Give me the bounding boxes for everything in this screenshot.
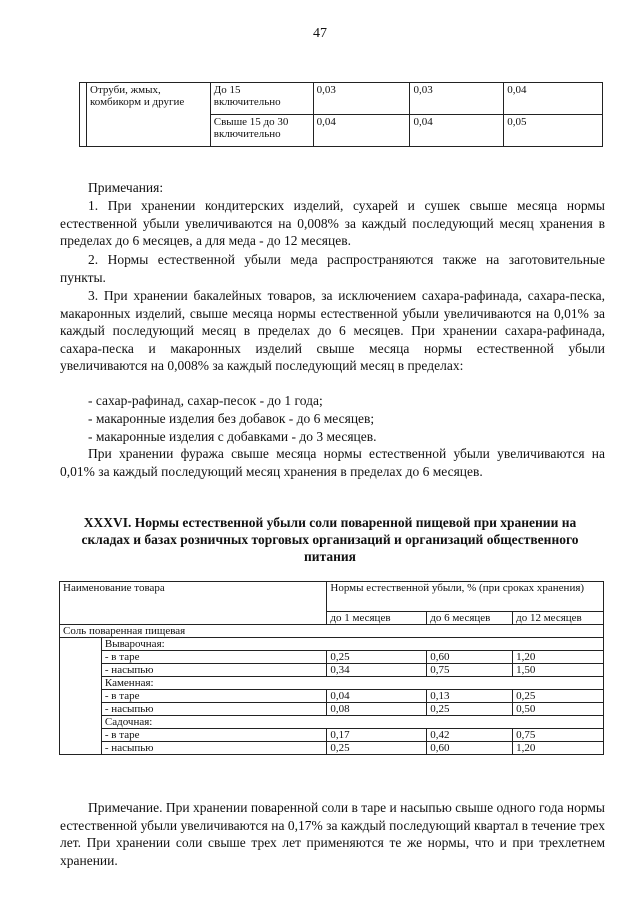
row-label: - в таре xyxy=(101,651,327,664)
note-4: При хранении фуража свыше месяца нормы естественной убыли увеличиваются на 0,01% за каждый последующий месяц хранения в пределах до 6 месяцев. xyxy=(60,446,605,479)
row-label: - насыпью xyxy=(101,742,327,755)
note-bullet: - макаронные изделия без добавок - до 6 месяцев; xyxy=(88,411,375,426)
header-norms: Нормы естественной убыли, % (при сроках хранения) xyxy=(327,582,604,612)
value-cell: 0,17 xyxy=(327,729,427,742)
final-note: Примечание. При хранении поваренной соли в таре и насыпью свыше одного года нормы естественной убыли увеличиваются на 0,17% за каждый последующий квартал в течение трех лет. При хранении соли свыше трех лет применяются те же нормы, что и при трехлетнем хранении. xyxy=(60,800,605,868)
value-cell: 0,60 xyxy=(427,651,513,664)
row-label: - насыпью xyxy=(101,664,327,677)
note-bullet: - сахар-рафинад, сахар-песок - до 1 года; xyxy=(88,393,323,408)
note-1: 1. При хранении кондитерских изделий, сухарей и сушек свыше месяца нормы естественной убыли увеличиваются на 0,008% за каждый последующий месяц хранения в пределах до 6 месяцев, а для меда - до 12 месяцев. xyxy=(60,198,605,249)
value-cell: 0,04 xyxy=(410,115,504,147)
value-cell: 0,34 xyxy=(327,664,427,677)
value-cell: 0,08 xyxy=(327,703,427,716)
header-period: до 6 месяцев xyxy=(427,612,513,625)
range-cell: До 15 включительно xyxy=(210,83,313,115)
header-period: до 12 месяцев xyxy=(513,612,604,625)
section-title: XXXVI. Нормы естественной убыли соли поваренной пищевой при хранении на складах и базах розничных торговых организаций и организаций общественного питания xyxy=(81,515,579,564)
table-salt-norms xyxy=(59,581,604,755)
value-cell: 0,13 xyxy=(427,690,513,703)
range-cell: Свыше 15 до 30 включительно xyxy=(210,115,313,147)
value-cell: 0,04 xyxy=(313,115,410,147)
value-cell: 0,25 xyxy=(327,651,427,664)
table-cell xyxy=(80,83,87,147)
value-cell: 0,05 xyxy=(504,115,603,147)
value-cell: 1,50 xyxy=(513,664,604,677)
value-cell: 1,20 xyxy=(513,742,604,755)
value-cell: 0,04 xyxy=(327,690,427,703)
value-cell: 1,20 xyxy=(513,651,604,664)
value-cell: 0,25 xyxy=(427,703,513,716)
page-number: 47 xyxy=(313,26,327,41)
row-label: - насыпью xyxy=(101,703,327,716)
value-cell: 0,50 xyxy=(513,703,604,716)
row-label: - в таре xyxy=(101,690,327,703)
header-name: Наименование товара xyxy=(60,582,327,625)
table-grain-norms xyxy=(79,82,603,147)
row-label: - в таре xyxy=(101,729,327,742)
product-row: Соль поваренная пищевая xyxy=(60,625,604,638)
value-cell: 0,25 xyxy=(513,690,604,703)
value-cell: 0,25 xyxy=(327,742,427,755)
notes-heading: Примечания: xyxy=(88,180,164,195)
value-cell: 0,75 xyxy=(427,664,513,677)
value-cell: 0,75 xyxy=(513,729,604,742)
header-period: до 1 месяцев xyxy=(327,612,427,625)
value-cell: 0,42 xyxy=(427,729,513,742)
indent-cell xyxy=(60,638,102,755)
group-name: Выварочная: xyxy=(101,638,603,651)
note-2: 2. Нормы естественной убыли меда распространяются также на заготовительные пункты. xyxy=(60,252,605,285)
note-3: 3. При хранении бакалейных товаров, за исключением сахара-рафинада, сахара-песка, макаронных изделий, свыше месяца нормы естественной убыли увеличиваются на 0,01% за каждый последующий месяц в пределах до 6 месяцев. При хранении сахара-рафинада, сахара-песка и макаронных изделий свыше месяца нормы естественной убыли увеличиваются на 0,008% за каждый последующий месяц в пределах: xyxy=(60,288,605,374)
value-cell: 0,03 xyxy=(410,83,504,115)
value-cell: 0,04 xyxy=(504,83,603,115)
value-cell: 0,60 xyxy=(427,742,513,755)
note-bullet: - макаронные изделия с добавками - до 3 месяцев. xyxy=(88,429,377,444)
value-cell: 0,03 xyxy=(313,83,410,115)
group-name: Садочная: xyxy=(101,716,603,729)
product-cell: Отруби, жмых, комбикорм и другие xyxy=(87,83,211,147)
group-name: Каменная: xyxy=(101,677,603,690)
